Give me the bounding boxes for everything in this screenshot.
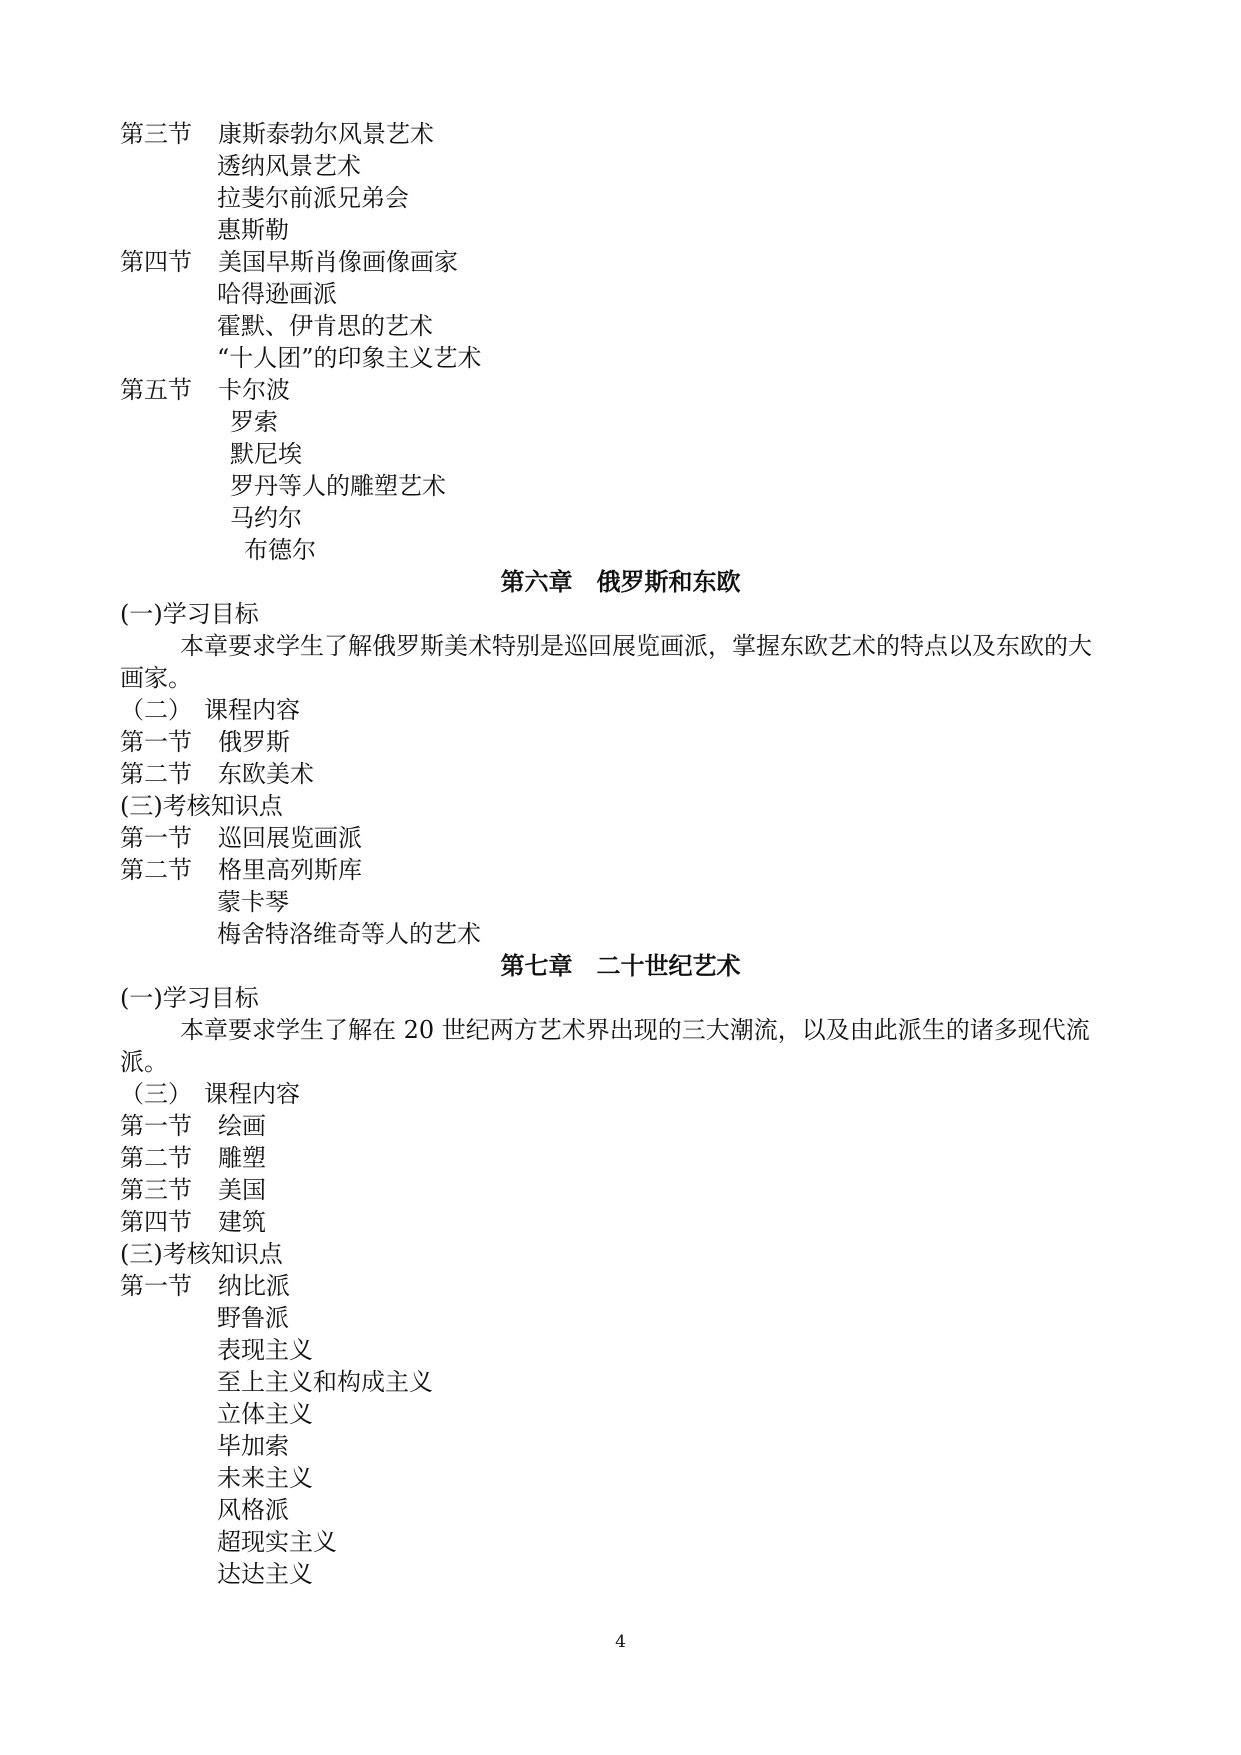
section-item: 雕塑 bbox=[218, 1144, 266, 1172]
section-item: 美国早斯肖像画像画家 bbox=[218, 248, 458, 276]
section-item: 至上主义和构成主义 bbox=[217, 1368, 433, 1396]
section-item: 布德尔 bbox=[244, 536, 316, 564]
content-section-line bbox=[120, 1174, 266, 1206]
section-item: 绘画 bbox=[218, 1112, 266, 1140]
section-label: 第四节 bbox=[120, 1208, 192, 1236]
chapter-7-title: 第七章 二十世纪艺术 bbox=[500, 952, 741, 980]
section-label: 第一节 bbox=[120, 1112, 192, 1140]
section-item: 立体主义 bbox=[217, 1400, 313, 1428]
section-item: 惠斯勒 bbox=[217, 216, 289, 244]
exam-section-line bbox=[120, 1270, 290, 1302]
learning-goal-paragraph bbox=[120, 630, 1125, 694]
content-section-line bbox=[120, 726, 290, 758]
section-4-line bbox=[120, 246, 458, 278]
section-item: 超现实主义 bbox=[217, 1528, 337, 1556]
chapter-6-title: 第六章 俄罗斯和东欧 bbox=[500, 568, 741, 596]
section-item: 毕加索 bbox=[217, 1432, 289, 1460]
section-item: “十人团”的印象主义艺术 bbox=[217, 344, 482, 372]
section-item: 拉斐尔前派兄弟会 bbox=[217, 184, 409, 212]
section-label: 第一节 bbox=[120, 1272, 192, 1300]
paragraph-line: 本章要求学生了解在 20 世纪两方艺术界出现的三大潮流，以及由此派生的诸多现代流 bbox=[180, 1016, 1090, 1044]
section-item: 达达主义 bbox=[217, 1560, 313, 1588]
section-label: 第二节 bbox=[120, 856, 192, 884]
paragraph-line: 画家。 bbox=[120, 664, 192, 692]
page-number: 4 bbox=[615, 1632, 626, 1652]
section-item: 纳比派 bbox=[218, 1272, 290, 1300]
section-item: 美国 bbox=[218, 1176, 266, 1204]
section-item: 康斯泰勃尔风景艺术 bbox=[218, 120, 434, 148]
section-label: 第二节 bbox=[120, 1144, 192, 1172]
section-item: 卡尔波 bbox=[218, 376, 290, 404]
section-item: 野鲁派 bbox=[217, 1304, 289, 1332]
content-section-line bbox=[120, 1206, 266, 1238]
section-label: 第二节 bbox=[120, 760, 192, 788]
section-3-line bbox=[120, 118, 434, 150]
paragraph-line: 本章要求学生了解俄罗斯美术特别是巡回展览画派，掌握东欧艺术的特点以及东欧的大 bbox=[180, 632, 1092, 660]
section-item: 俄罗斯 bbox=[218, 728, 290, 756]
section-item: 罗丹等人的雕塑艺术 bbox=[230, 472, 446, 500]
section-item: 梅舍特洛维奇等人的艺术 bbox=[217, 920, 481, 948]
section-label: 第三节 bbox=[120, 1176, 192, 1204]
exam-section-line bbox=[120, 822, 362, 854]
section-item: 表现主义 bbox=[217, 1336, 313, 1364]
exam-points-heading: (三)考核知识点 bbox=[120, 792, 283, 820]
section-item: 罗索 bbox=[230, 408, 278, 436]
section-item: 透纳风景艺术 bbox=[217, 152, 361, 180]
section-item: 未来主义 bbox=[217, 1464, 313, 1492]
section-label: 第一节 bbox=[120, 728, 192, 756]
section-item: 马约尔 bbox=[230, 504, 302, 532]
section-item: 巡回展览画派 bbox=[218, 824, 362, 852]
content-section-line bbox=[120, 1110, 266, 1142]
section-item: 风格派 bbox=[217, 1496, 289, 1524]
section-item: 默尼埃 bbox=[230, 440, 302, 468]
course-content-heading: （二） 课程内容 bbox=[120, 696, 300, 724]
exam-section-line bbox=[120, 854, 362, 886]
content-section-line bbox=[120, 758, 314, 790]
section-item: 建筑 bbox=[218, 1208, 266, 1236]
section-item: 蒙卡琴 bbox=[217, 888, 289, 916]
content-section-line bbox=[120, 1142, 266, 1174]
exam-points-heading: (三)考核知识点 bbox=[120, 1240, 283, 1268]
section-label: 第一节 bbox=[120, 824, 192, 852]
learning-goal-paragraph bbox=[120, 1014, 1125, 1078]
section-label: 第三节 bbox=[120, 120, 192, 148]
section-item: 东欧美术 bbox=[218, 760, 314, 788]
section-5-line bbox=[120, 374, 290, 406]
paragraph-line: 派。 bbox=[120, 1048, 168, 1076]
learning-goal-heading: (一)学习目标 bbox=[120, 600, 259, 628]
course-content-heading: （三） 课程内容 bbox=[120, 1080, 300, 1108]
section-item: 哈得逊画派 bbox=[217, 280, 337, 308]
section-item: 霍默、伊肯思的艺术 bbox=[217, 312, 433, 340]
section-item: 格里高列斯库 bbox=[218, 856, 362, 884]
learning-goal-heading: (一)学习目标 bbox=[120, 984, 259, 1012]
section-label: 第五节 bbox=[120, 376, 192, 404]
section-label: 第四节 bbox=[120, 248, 192, 276]
